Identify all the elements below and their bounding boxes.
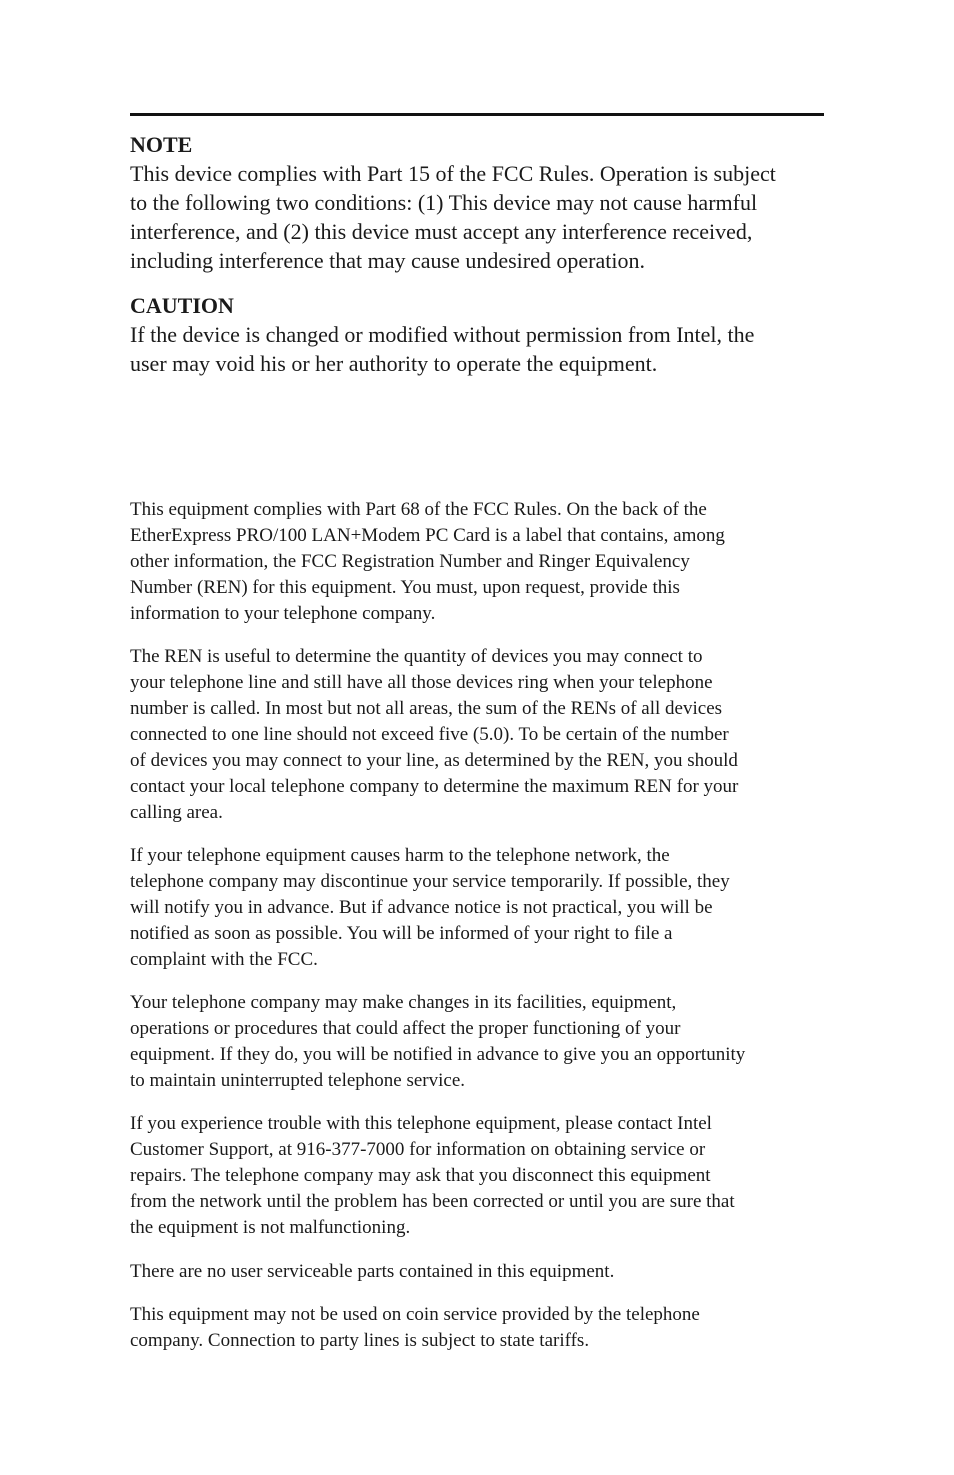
text-line: your telephone line and still have all those devices ring when your telephone xyxy=(130,672,713,693)
paragraph-part68 xyxy=(130,497,830,627)
note-body xyxy=(130,159,830,275)
text-line: telephone company may discontinue your service temporarily. If possible, they xyxy=(130,871,730,892)
text-line: user may void his or her authority to operate the equipment. xyxy=(130,351,658,376)
caution-body xyxy=(130,320,830,378)
paragraph-trouble xyxy=(130,1111,830,1241)
paragraph-harm xyxy=(130,843,830,973)
text-line: equipment. If they do, you will be notified in advance to give you an opportunity xyxy=(130,1044,746,1065)
paragraph-ren xyxy=(130,644,830,826)
top-rule xyxy=(130,113,824,116)
note-heading: NOTE xyxy=(130,132,193,157)
text-line: to the following two conditions: (1) This device may not cause harmful xyxy=(130,190,758,215)
text-line: to maintain uninterrupted telephone service. xyxy=(130,1070,466,1091)
text-line: the equipment is not malfunctioning. xyxy=(130,1217,411,1238)
text-line: including interference that may cause undesired operation. xyxy=(130,248,645,273)
text-line: interference, and (2) this device must accept any interference received, xyxy=(130,219,753,244)
note-section xyxy=(130,131,830,275)
text-line: repairs. The telephone company may ask that you disconnect this equipment xyxy=(130,1165,711,1186)
text-line: There are no user serviceable parts contained in this equipment. xyxy=(130,1261,615,1282)
text-line: connected to one line should not exceed five (5.0). To be certain of the number xyxy=(130,724,729,745)
text-line: calling area. xyxy=(130,802,223,823)
text-line: If your telephone equipment causes harm to the telephone network, the xyxy=(130,845,670,866)
text-line: The REN is useful to determine the quantity of devices you may connect to xyxy=(130,646,703,667)
text-line: from the network until the problem has been corrected or until you are sure that xyxy=(130,1191,735,1212)
text-line: This device complies with Part 15 of the FCC Rules. Operation is subject xyxy=(130,161,776,186)
text-line: This equipment may not be used on coin service provided by the telephone xyxy=(130,1304,700,1325)
text-line: number is called. In most but not all areas, the sum of the RENs of all devices xyxy=(130,698,723,719)
caution-heading: CAUTION xyxy=(130,293,234,318)
text-line: contact your local telephone company to determine the maximum REN for your xyxy=(130,776,739,797)
paragraph-changes xyxy=(130,990,830,1094)
text-line: Customer Support, at 916-377-7000 for information on obtaining service or xyxy=(130,1139,706,1160)
text-line: other information, the FCC Registration Number and Ringer Equivalency xyxy=(130,551,690,572)
text-line: of devices you may connect to your line, as determined by the REN, you should xyxy=(130,750,738,771)
text-line: This equipment complies with Part 68 of the FCC Rules. On the back of the xyxy=(130,499,707,520)
text-line: Number (REN) for this equipment. You must, upon request, provide this xyxy=(130,577,680,598)
text-line: operations or procedures that could affect the proper functioning of your xyxy=(130,1018,681,1039)
paragraph-serviceable xyxy=(130,1259,830,1285)
text-line: If the device is changed or modified without permission from Intel, the xyxy=(130,322,755,347)
text-line: If you experience trouble with this telephone equipment, please contact Intel xyxy=(130,1113,712,1134)
text-line: EtherExpress PRO/100 LAN+Modem PC Card is a label that contains, among xyxy=(130,525,725,546)
text-line: notified as soon as possible. You will be informed of your right to file a xyxy=(130,923,673,944)
text-line: Your telephone company may make changes in its facilities, equipment, xyxy=(130,992,677,1013)
text-line: complaint with the FCC. xyxy=(130,949,318,970)
caution-section xyxy=(130,292,830,378)
text-line: company. Connection to party lines is subject to state tariffs. xyxy=(130,1330,590,1351)
text-line: will notify you in advance. But if advance notice is not practical, you will be xyxy=(130,897,713,918)
paragraph-coin-service xyxy=(130,1302,830,1354)
text-line: information to your telephone company. xyxy=(130,603,436,624)
